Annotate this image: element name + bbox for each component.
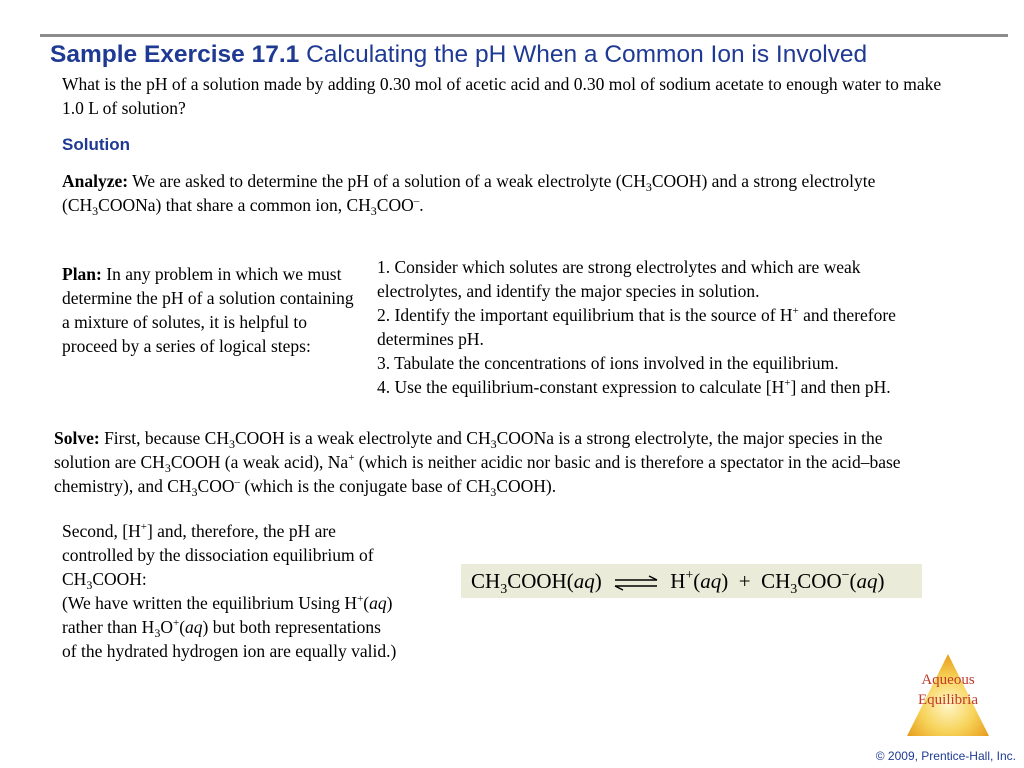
second-text: Second, [H+] and, therefore, the pH are controlled by the dissociation equilibrium of $CH_3COOH$:	[62, 521, 374, 592]
slide-title	[50, 40, 867, 70]
step-item: 4. Use the equilibrium-constant expression to calculate [H+] and then pH.	[377, 377, 891, 397]
analyze-paragraph	[62, 169, 932, 217]
equilibrium-arrow-icon	[613, 575, 659, 591]
second-note: (We have written the equilibrium Using H+(aq) rather than $H_3O^+(aq)$ but both representations of the hydrated hydrogen ion are equally valid.)	[62, 593, 397, 661]
solve-text: First, because $CH_3COOH$ is a weak electrolyte and $CH_3COONa$ is a strong electrolyte, the major species in the solution are $CH_3COOH$ (a weak acid), Na+ (which is neither acidic nor basic and is therefore a spectator in the acid–base chemistry), and $CH_3COO^-$ (which is the conjugate base of $CH_3COOH$).	[54, 428, 901, 499]
logo-line2: Equilibria	[918, 692, 978, 708]
solution-heading: Solution	[62, 135, 130, 154]
plan-label: Plan:	[62, 264, 102, 284]
step-item: 1. Consider which solutes are strong electrolytes and which are weak electrolytes, and identify the major species in solution.	[377, 257, 861, 301]
second-paragraph	[62, 519, 398, 663]
logo-line1: Aqueous	[921, 672, 975, 688]
top-rule	[40, 34, 1008, 37]
steps-list	[377, 255, 937, 399]
analyze-label: Analyze:	[62, 171, 129, 191]
plan-paragraph	[62, 262, 354, 358]
copyright-notice: © 2009, Prentice-Hall, Inc.	[875, 749, 1016, 763]
question-text: What is the pH of a solution made by adding 0.30 mol of acetic acid and 0.30 mol of sodium acetate to enough water to make 1.0 L of solution?	[62, 74, 942, 118]
analyze-text: We are asked to determine the pH of a solution of a weak electrolyte $(CH_3COOH)$ and a strong electrolyte $(CH_3COONa)$ that share a common ion, $CH_3COO^-$.	[62, 171, 876, 218]
exercise-title: Calculating the pH When a Common Ion is Involved	[306, 41, 868, 68]
exercise-number: Sample Exercise 17.1	[50, 41, 300, 68]
solve-label: Solve:	[54, 428, 100, 448]
chapter-logo-text	[898, 670, 998, 710]
plan-text: In any problem in which we must determine the pH of a solution containing a mixture of solutes, it is helpful to proceed by a series of logical steps:	[62, 264, 354, 356]
equilibrium-equation: $CH_3COOH(aq) H^+(aq) + CH_3COO^-(aq)$	[461, 564, 922, 598]
step-item: 2. Identify the important equilibrium that is the source of H+ and therefore determines pH.	[377, 305, 896, 349]
solve-paragraph	[54, 426, 934, 498]
step-item: 3. Tabulate the concentrations of ions involved in the equilibrium.	[377, 353, 839, 373]
